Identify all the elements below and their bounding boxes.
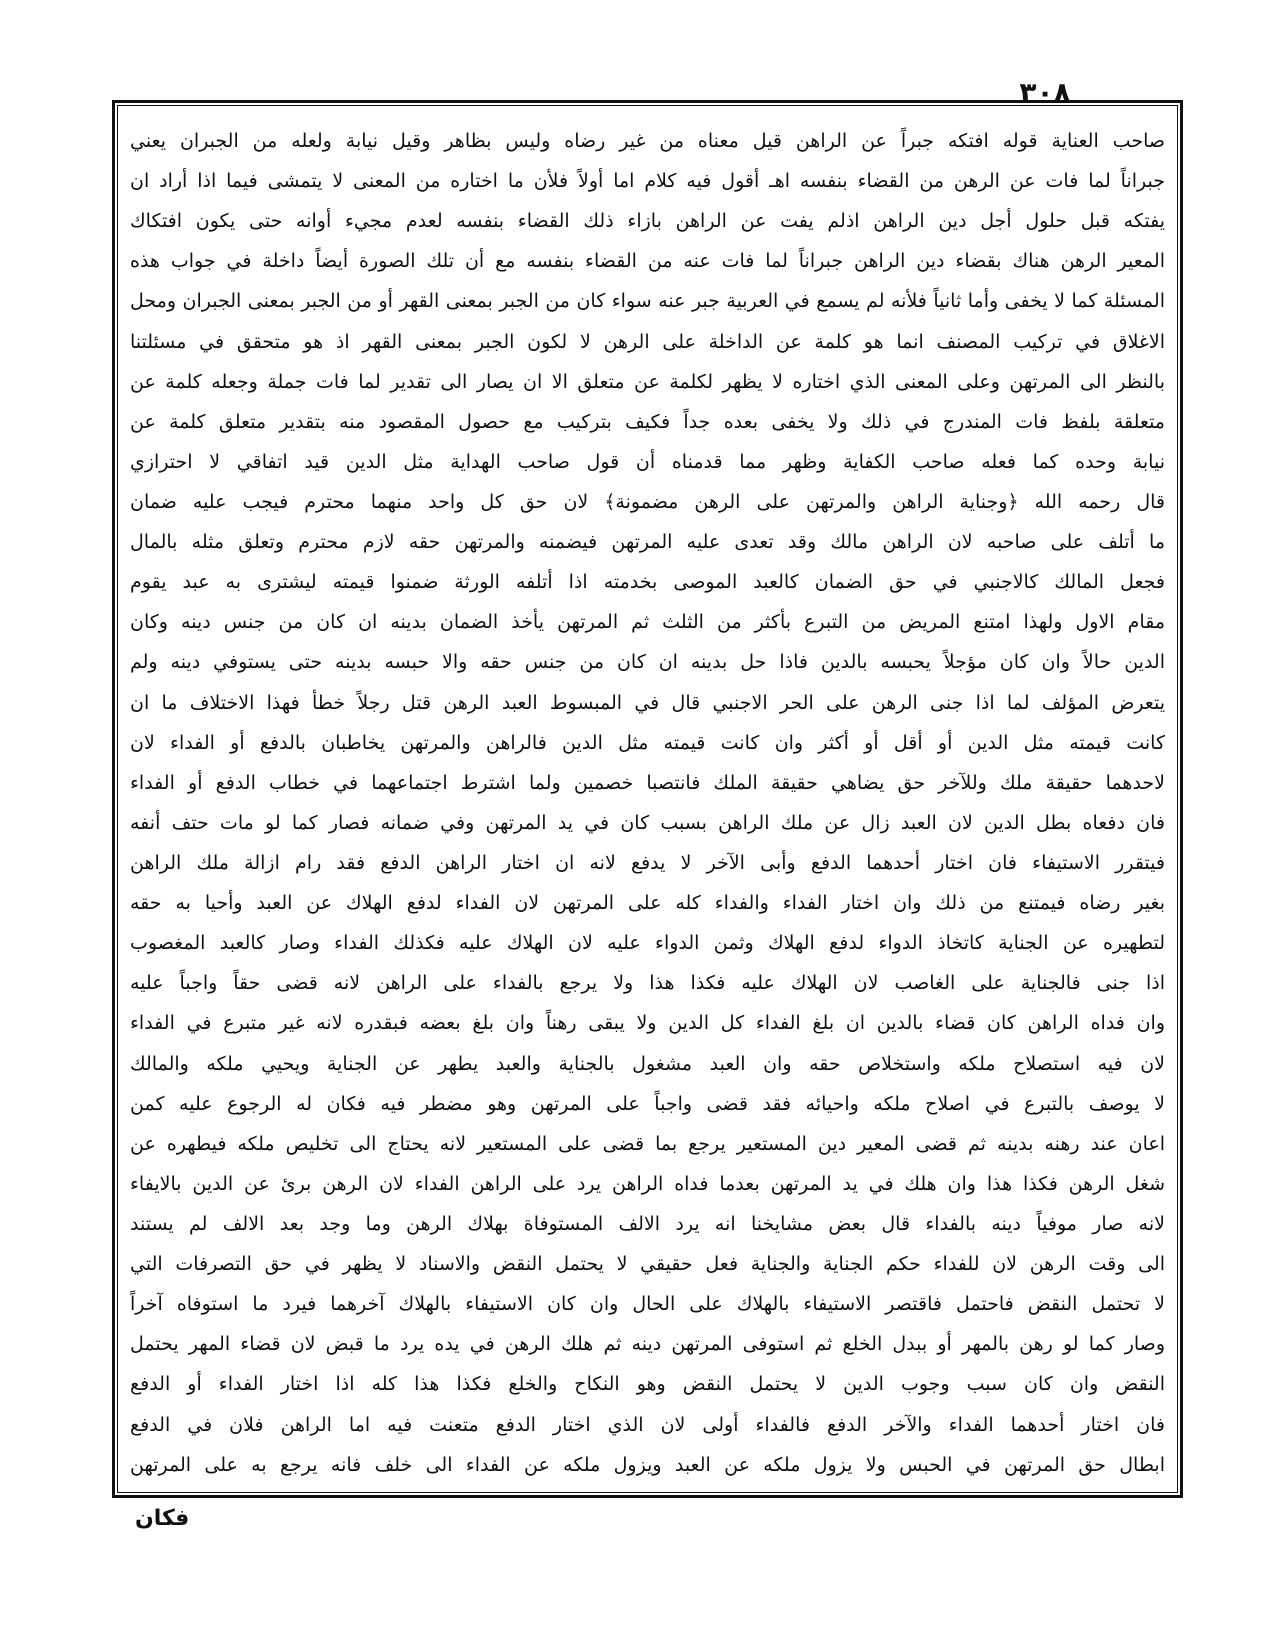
text-line: اعان عند رهنه بدينه ثم قضى المعير دين المستعير يرجع بما قضى على المستعير لانه يحتاج الى تخليص ملكه فيطهره عن (130, 1132, 1165, 1155)
text-line: مقام الاول ولهذا امتنع المريض من التبرع بأكثر من الثلث ثم المرتهن يأخذ الضمان بدينه ان كان من جنس دينه وكان (130, 611, 1165, 634)
text-line: يتعرض المؤلف لما اذا جنى الرهن على الحر الاجنبي قال في المبسوط العبد الرهن قتل رجلاً خطأ فهذا الاختلاف ما ان (130, 691, 1165, 714)
text-line: وصار كما لو رهن بالمهر أو ببدل الخلع ثم استوفى المرتهن دينه ثم هلك الرهن في يده يرد ما قبض لان قضاء المهر يحتمل (130, 1333, 1165, 1356)
text-line: نيابة وحده كما فعله صاحب الكفاية وظهر مما قدمناه أن قول صاحب الهداية مثل الدين قيد اتفاقي لا احترازي (130, 450, 1165, 473)
text-line: ما أتلف على صاحبه لان الراهن مالك وقد تعدى عليه المرتهن فيضمنه والمرتهن حقه لازم محترم وتعلق مثله بالمال (130, 531, 1165, 554)
text-line: وان فداه الراهن كان قضاء بالدين ان بلغ الفداء كل الدين ولا يبقى رهناً وان بلغ بعضه فبقدره لانه غير متبرع في الفداء (130, 1012, 1165, 1035)
text-line: كانت قيمته مثل الدين أو أقل أو أكثر وان كانت قيمته مثل الدين فالراهن والمرتهن يخاطبان بالدفع أو الفداء لان (130, 731, 1165, 754)
text-frame (112, 100, 1183, 1498)
text-line: متعلقة بلفظ فات المندرج في ذلك ولا يخفى بعده جداً فكيف بتركيب مع حصول المقصود منه بتقدير متعلق كلمة عن (130, 410, 1165, 433)
body-text (130, 124, 1165, 1482)
text-line: لتطهيره عن الجناية كاتخاذ الدواء لدفع الهلاك وثمن الدواء عليه لان الهلاك عليه فكذلك الفداء وصار كالعبد المغصوب (130, 932, 1165, 955)
text-line: بالنظر الى المرتهن وعلى المعنى الذي اختاره لا يظهر لكلمة عن متعلق الا ان يصار الى تقدير لما فات جملة وجعله كلمة عن (130, 370, 1165, 393)
text-line: لا تحتمل النقض فاحتمل فاقتصر الاستيفاء بالهلاك على الحال وان كان الاستيفاء بالهلاك آخرهما فيرد ما استوفاه آخراً (130, 1293, 1165, 1316)
text-line: ابطال حق المرتهن في الحبس ولا يزول ملكه عن العبد ويزول ملكه عن الفداء الى خلف فانه يرجع به على المرتهن (130, 1453, 1165, 1476)
text-frame-inner (117, 105, 1178, 1493)
text-line: جبراناً لما فات عن الرهن من القضاء بنفسه اهـ أقول فيه كلام اما أولاً فلأن ما اختاره من المعنى لا يتمشى فيما اذا أراد ان (130, 170, 1165, 193)
text-line: النقض وان كان سبب وجوب الدين لا يحتمل النقض وهو النكاح والخلع فكذا هذا كله اذا اختار الفداء أو الدفع (130, 1373, 1165, 1396)
text-line: لاحدهما حقيقة ملك وللآخر حق يضاهي حقيقة الملك فانتصبا خصمين ولما اشترط اجتماعهما في خطاب الدفع أو الفداء (130, 771, 1165, 794)
text-line: لان فيه استصلاح ملكه واستخلاص حقه وان العبد مشغول بالجناية والعبد يطهر عن الجناية ويحيي ملكه والمالك (130, 1052, 1165, 1075)
text-line: الى وقت الرهن لان للفداء حكم الجناية والجناية فعل حقيقي لا يحتمل النقض والاسناد لا يظهر في حق التصرفات التي (130, 1253, 1165, 1276)
text-line: بغير رضاه فيمتنع من ذلك وان اختار الفداء والفداء كله على المرتهن لان الفداء لدفع الهلاك عن العبد وأحيا به حقه (130, 892, 1165, 915)
text-line: فيتقرر الاستيفاء فان اختار أحدهما الدفع وأبى الآخر لا يدفع لانه ان اختار الراهن الدفع فقد رام ازالة ملك الراهن (130, 851, 1165, 874)
text-line: فان دفعاه بطل الدين لان العبد زال عن ملك الراهن بسبب كان في يد المرتهن وفي ضمانه فصار كما لو مات حتف أنفه (130, 811, 1165, 834)
text-line: الدين حالاً وان كان مؤجلاً يحبسه بالدين فاذا حل بدينه ان كان من جنس حقه والا حبسه بدينه حتى يستوفي دينه ولم (130, 651, 1165, 674)
text-line: صاحب العناية قوله افتكه جبراً عن الراهن قيل معناه من غير رضاه وليس بظاهر وقيل نيابة ولعله من الجبران يعني (130, 130, 1165, 152)
text-line: شغل الرهن فكذا هذا وان هلك في يد المرتهن بعدما فداه الراهن يرد على الراهن الفداء لان الرهن برئ عن الدين بالايفاء (130, 1172, 1165, 1195)
text-line: المسئلة كما لا يخفى وأما ثانياً فلأنه لم يسمع في العربية جبر عنه سواء كان من الجبر بمعنى القهر أو من الجبر بمعنى الجبران ومحل (130, 290, 1165, 313)
page-number: ٣٠٨ (1019, 76, 1071, 109)
text-line: فان اختار أحدهما الفداء والآخر الدفع فالفداء أولى لان الذي اختار الدفع متعنت فيه اما الراهن فلان في الدفع (130, 1413, 1165, 1436)
text-line: اذا جنى فالجناية على الغاصب لان الهلاك عليه فكذا هذا ولا يرجع بالفداء على الراهن لانه قضى حقاً واجباً عليه (130, 972, 1165, 995)
text-line: لانه صار موفياً دينه بالفداء قال بعض مشايخنا انه يرد الالف المستوفاة بهلاك الرهن وما وجد بعد الالف لم يستند (130, 1212, 1165, 1235)
text-line: المعير الرهن هناك بقضاء دين الراهن جبراناً لما فات عنه من القضاء بنفسه مع أن تلك الصورة أيضاً داخلة في جواب هذه (130, 250, 1165, 273)
catchword: فكان (135, 1506, 190, 1531)
text-line: لا يوصف بالتبرع في اصلاح ملكه واحيائه فقد قضى واجباً على المرتهن وهو مضطر فيه فكان له الرجوع عليه كمن (130, 1092, 1165, 1115)
text-line: يفتكه قبل حلول أجل دين الراهن اذلم يفت عن الراهن بازاء ذلك القضاء بنفسه لعدم مجيء أوانه حتى يكون افتكاك (130, 210, 1165, 233)
text-line: فجعل المالك كالاجنبي في حق الضمان كالعبد الموصى بخدمته اذا أتلفه الورثة ضمنوا قيمته ليشترى به عبد يقوم (130, 571, 1165, 594)
text-line: قال رحمه الله ﴿وجناية الراهن والمرتهن على الرهن مضمونة﴾ لان حق كل واحد منهما محترم فيجب عليه ضمان (130, 490, 1165, 513)
text-line: الاغلاق في تركيب المصنف انما هو كلمة عن الداخلة على الرهن لا لكون الجبر بمعنى القهر اذ هو متحقق في مسئلتنا (130, 330, 1165, 353)
